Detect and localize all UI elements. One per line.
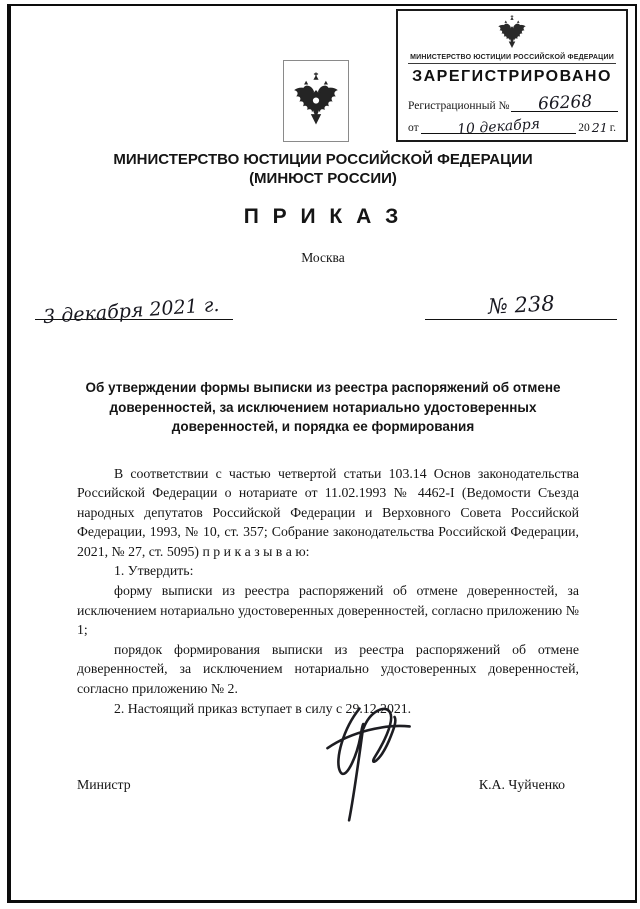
stamp-eagle-icon — [406, 14, 618, 52]
stamp-year-suffix: г. — [609, 122, 616, 134]
signature-block — [11, 756, 635, 814]
reg-number-value: 66268 — [537, 91, 593, 115]
stamp-date-value: 10 декабря — [456, 116, 541, 138]
date-line — [35, 293, 233, 329]
body-paragraph: В соответствии с частью четвертой статьи 103.14 Основ законодательства Российской Федерации о нотариате от 11.02.1993 № 4462-I (Ведомости Съезда народных депутатов Российской Федерации и Верховного Совета Российской Федерации, 1993, № 10, ст. 357; Собрание законодательства Российской Федерации, 2021, № 27, ст. 5095) п р и к а з ы в а ю: — [77, 465, 579, 559]
signer-position: Министр — [77, 777, 131, 793]
stamp-year-printed: 20 — [578, 122, 590, 134]
city-label: Москва — [301, 250, 345, 265]
stamp-year-value: 21 — [591, 120, 608, 135]
stamp-date-underline — [421, 116, 577, 138]
coat-of-arms — [283, 60, 349, 142]
reg-number-underline — [511, 91, 618, 115]
stamp-divider — [408, 63, 616, 64]
body-item-1: 1. Утвердить: — [114, 563, 194, 579]
ministry-name-line1: МИНИСТЕРСТВО ЮСТИЦИИ РОССИЙСКОЙ ФЕДЕРАЦИИ — [113, 151, 533, 168]
document-type: П Р И К А З — [243, 205, 403, 228]
stamp-date-prefix: от — [408, 122, 419, 134]
body-item-2: 2. Настоящий приказ вступает в силу с 29.12.2021. — [114, 700, 412, 716]
signer-name: К.А. Чуйченко — [478, 777, 565, 793]
stamp-registered-label: ЗАРЕГИСТРИРОВАНО — [412, 68, 612, 85]
date-number-row — [35, 291, 617, 329]
handwritten-date: 3 декабря 2021 г. — [42, 293, 221, 329]
handwritten-number: № 238 — [487, 291, 555, 319]
body-item-1b: порядок формирования выписки из реестра распоряжений об отмене доверенностей, за исключением нотариально удостоверенных доверенностей, согласно приложению № 2. — [77, 641, 579, 697]
body-item-1a: форму выписки из реестра распоряжений об отмене доверенностей, за исключением нотариально удостоверенных доверенностей, согласно приложению № 1; — [77, 583, 579, 638]
number-line — [425, 293, 617, 320]
order-body — [11, 464, 635, 719]
scanned-order-page — [7, 4, 637, 903]
order-title: Об утверждении формы выписки из реестра распоряжений об отмене доверенностей, за исключением нотариально удостоверенных доверенностей, и порядка ее формирования — [85, 380, 561, 434]
reg-number-label: Регистрационный № — [408, 100, 510, 112]
ministry-name-line2: (МИНЮСТ РОССИИ) — [249, 170, 397, 187]
signature-scribble-icon — [297, 692, 439, 831]
stamp-ministry-line: МИНИСТЕРСТВО ЮСТИЦИИ РОССИЙСКОЙ ФЕДЕРАЦИИ — [410, 54, 614, 61]
double-headed-eagle-icon — [290, 66, 342, 137]
registration-stamp — [396, 9, 628, 142]
